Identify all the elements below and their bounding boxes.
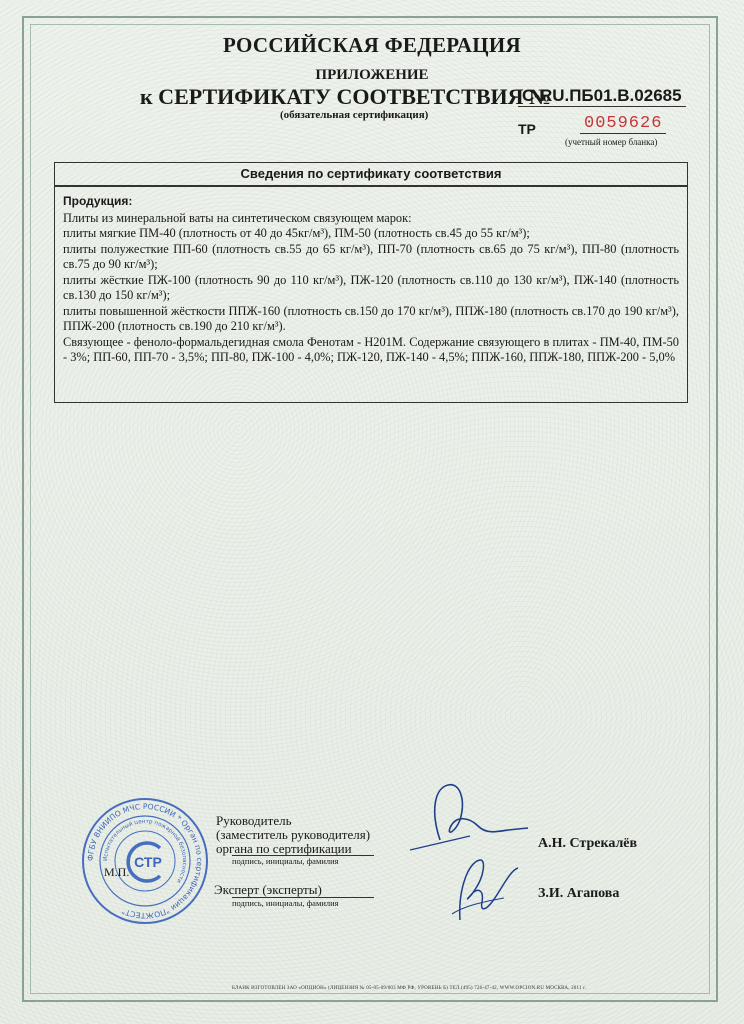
head-signature-icon [400, 770, 540, 860]
head-title: Руководитель (заместитель руководителя) органа по сертификации [216, 813, 371, 856]
country-title: РОССИЙСКАЯ ФЕДЕРАЦИЯ [223, 33, 521, 57]
product-paragraph: плиты мягкие ПМ-40 (плотность от 40 до 45кг/м³), ПМ-50 (плотность св.45 до 55 кг/м³); [63, 226, 530, 240]
seal-outer-text: ФГБУ ВНИИПО МЧС РОССИИ * Орган по сертификации "ПОЖТЕСТ" [85, 801, 205, 921]
product-text [63, 211, 679, 366]
product-label: Продукция: [63, 194, 133, 208]
appendix-title: ПРИЛОЖЕНИЕ [315, 67, 429, 83]
product-paragraph: плиты повышенной жёсткости ППЖ-160 (плотность св.150 до 170 кг/м³), ППЖ-180 (плотность св.170 до 190 кг/м³), ППЖ-200 (плотность св.190 до 210 кг/м³). [63, 303, 679, 333]
head-caption: подпись, инициалы, фамилия [232, 856, 339, 866]
product-box [54, 186, 688, 403]
expert-name: З.И. Агапова [538, 886, 620, 901]
seal-inner-text: Испытательный центр пожарной безопасности [102, 818, 188, 884]
expert-signature-icon [440, 850, 540, 930]
product-paragraph: Плиты из минеральной ваты на синтетическом связующем марок: [63, 210, 412, 225]
expert-title: Эксперт (эксперты) [214, 882, 322, 897]
expert-caption: подпись, инициалы, фамилия [232, 898, 339, 908]
head-name: А.Н. Стрекалёв [538, 836, 638, 851]
print-footer: БЛАНК ИЗГОТОВЛЕН ЗАО «ОПЦИОН» (ЛИЦЕНЗИЯ № 05-05-09/003 МФ РФ, УРОВЕНЬ Б) ТЕЛ.(495) 726-47-42, WWW.OPCION.RU МОСКВА, 2011 г. [232, 986, 587, 991]
product-paragraph: плиты полужесткие ПП-60 (плотность св.55 до 65 кг/м³), ПП-70 (плотность св.65 до 75 кг/м³), ПП-80 (плотность св.75 до 90 кг/м³); [63, 241, 679, 271]
section-title: Сведения по сертификату соответствия [54, 162, 688, 186]
seal-center-text: СТР [134, 854, 162, 870]
blank-number-note: (учетный номер бланка) [565, 137, 658, 147]
certificate-number: С-RU.ПБ01.В.02685 [518, 86, 686, 107]
certificate-heading: к СЕРТИФИКАТУ СООТВЕТСТВИЯ № [140, 84, 552, 109]
product-paragraph: плиты жёсткие ПЖ-100 (плотность 90 до 110 кг/м³), ПЖ-120 (плотность св.110 до 130 кг/м³), ПЖ-140 (плотность св.130 до 150 кг/м³); [63, 272, 679, 302]
mandatory-note: (обязательная сертификация) [280, 109, 429, 121]
mp-label: М.П. [104, 865, 130, 879]
tr-label: ТР [518, 121, 536, 137]
certification-seal-icon [80, 796, 210, 926]
product-paragraph: Связующее - феноло-формальдегидная смола Фенотам - Н201М. Содержание связующего в плитах - ПМ-40, ПМ-50 - 3%; ПП-60, ПП-70 - 3,5%; ПП-80, ПЖ-100 - 4,0%; ПЖ-120, ПЖ-140 - 4,5%; ППЖ-160, ППЖ-180, ППЖ-200 - 5,0% [63, 334, 679, 364]
blank-number: 0059626 [580, 114, 666, 134]
